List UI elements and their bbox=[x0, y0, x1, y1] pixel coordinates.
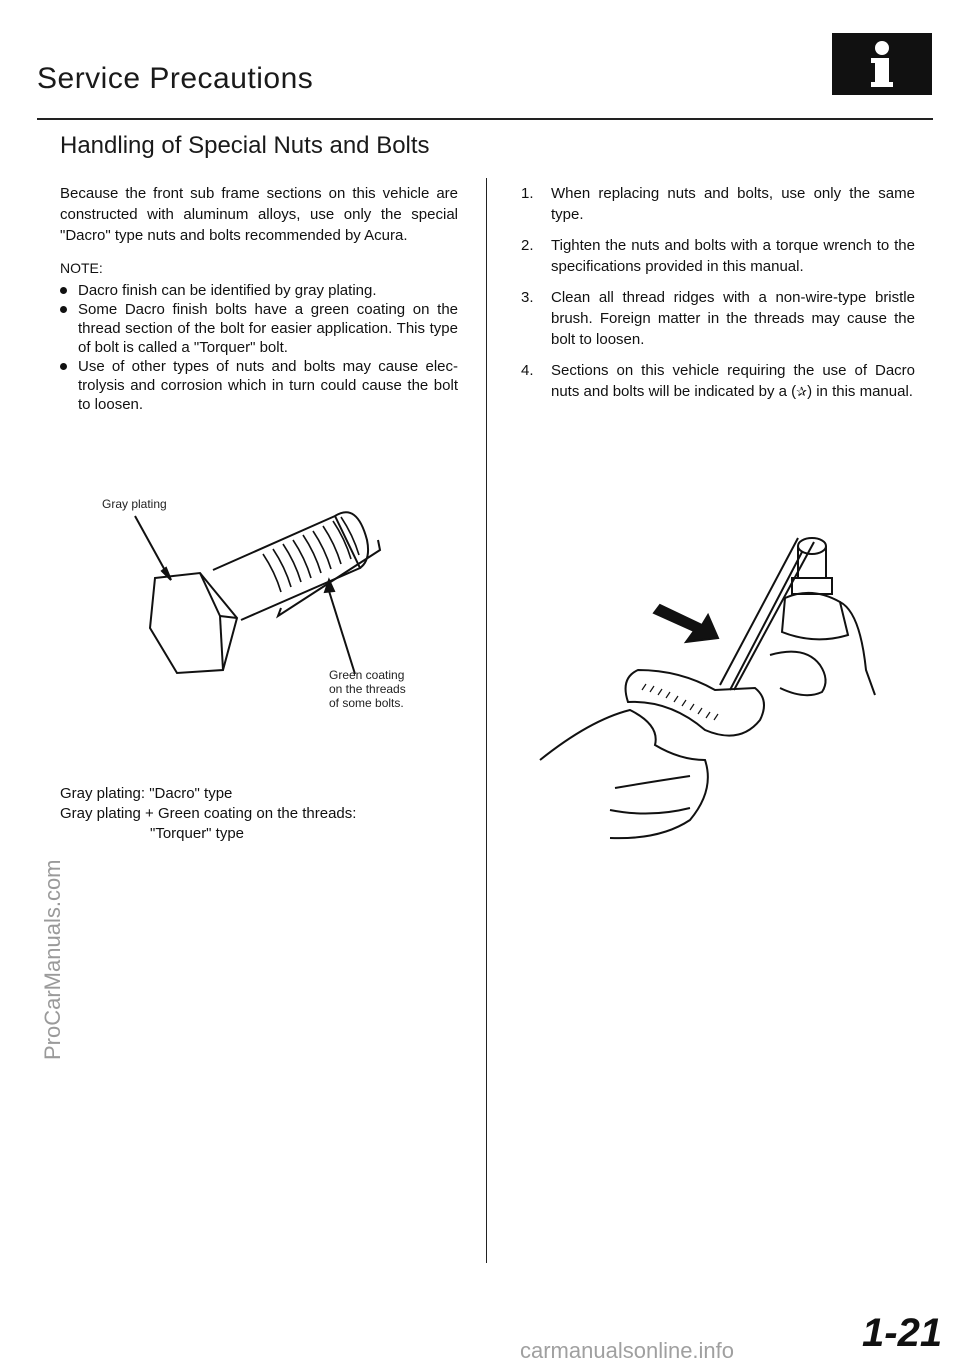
step-text: Clean all thread ridges with a non-wire-type bristle brush. Foreign matter in the threads may cause the bolt to loosen. bbox=[551, 289, 915, 348]
gray-plating-callout: Gray plating bbox=[102, 497, 167, 511]
note-list bbox=[60, 281, 458, 414]
callout-line: of some bolts. bbox=[329, 696, 404, 710]
page-title: Service Precautions bbox=[37, 62, 314, 95]
intro-paragraph: Because the front sub frame sections on this vehicle are constructed with aluminum alloys, use only the special "Dacro" type nuts and bolts recommended by Acura. bbox=[60, 185, 458, 244]
callout-line: Green coating bbox=[329, 668, 405, 682]
step-number: 4. bbox=[521, 362, 534, 379]
step-item bbox=[515, 287, 915, 350]
step-text: When replacing nuts and bolts, use only the same type. bbox=[551, 185, 915, 223]
step-number: 3. bbox=[521, 289, 534, 306]
info-icon bbox=[832, 33, 932, 95]
bolt-legend bbox=[60, 784, 356, 844]
steps-list bbox=[515, 183, 915, 412]
step-number: 1. bbox=[521, 185, 534, 202]
step-item bbox=[515, 360, 915, 402]
note-item: Some Dacro finish bolts have a green coating on the thread section of the bolt for easier application. This type of bolt is called a "Torquer" bolt. bbox=[60, 300, 458, 357]
step-text: Tighten the nuts and bolts with a torque wrench to the specifications provided in this manual. bbox=[551, 237, 915, 275]
footer-watermark: carmanualsonline.info bbox=[520, 1338, 735, 1363]
legend-dacro: Gray plating: "Dacro" type bbox=[60, 785, 233, 802]
legend-torquer-type: "Torquer" type bbox=[150, 825, 245, 842]
green-coating-callout bbox=[329, 668, 406, 710]
note-item: Use of other types of nuts and bolts may cause elec-trolysis and corrosion which in turn could cause the bolt to loosen. bbox=[60, 357, 458, 414]
callout-line: on the threads bbox=[329, 682, 406, 696]
note-label: NOTE: bbox=[60, 260, 103, 276]
column-divider bbox=[486, 178, 487, 1263]
header-divider bbox=[37, 118, 933, 120]
legend-torquer-label: Gray plating + Green coating on the threads: bbox=[60, 805, 357, 822]
note-item: Dacro finish can be identified by gray plating. bbox=[60, 281, 458, 300]
star-icon: ✰ bbox=[796, 384, 808, 399]
step-item bbox=[515, 183, 915, 225]
side-watermark: ProCarManuals.com bbox=[40, 859, 65, 1060]
step-text: ) in this manual. bbox=[807, 383, 913, 400]
section-title: Handling of Special Nuts and Bolts bbox=[60, 132, 430, 159]
step-item bbox=[515, 235, 915, 277]
step-text: Sections on this vehicle requiring the use of Dacro nuts and bolts will be indicated by a ( bbox=[551, 362, 915, 400]
page-number: 1-21 bbox=[862, 1311, 943, 1355]
step-number: 2. bbox=[521, 237, 534, 254]
torque-wrench-illustration bbox=[530, 520, 880, 850]
